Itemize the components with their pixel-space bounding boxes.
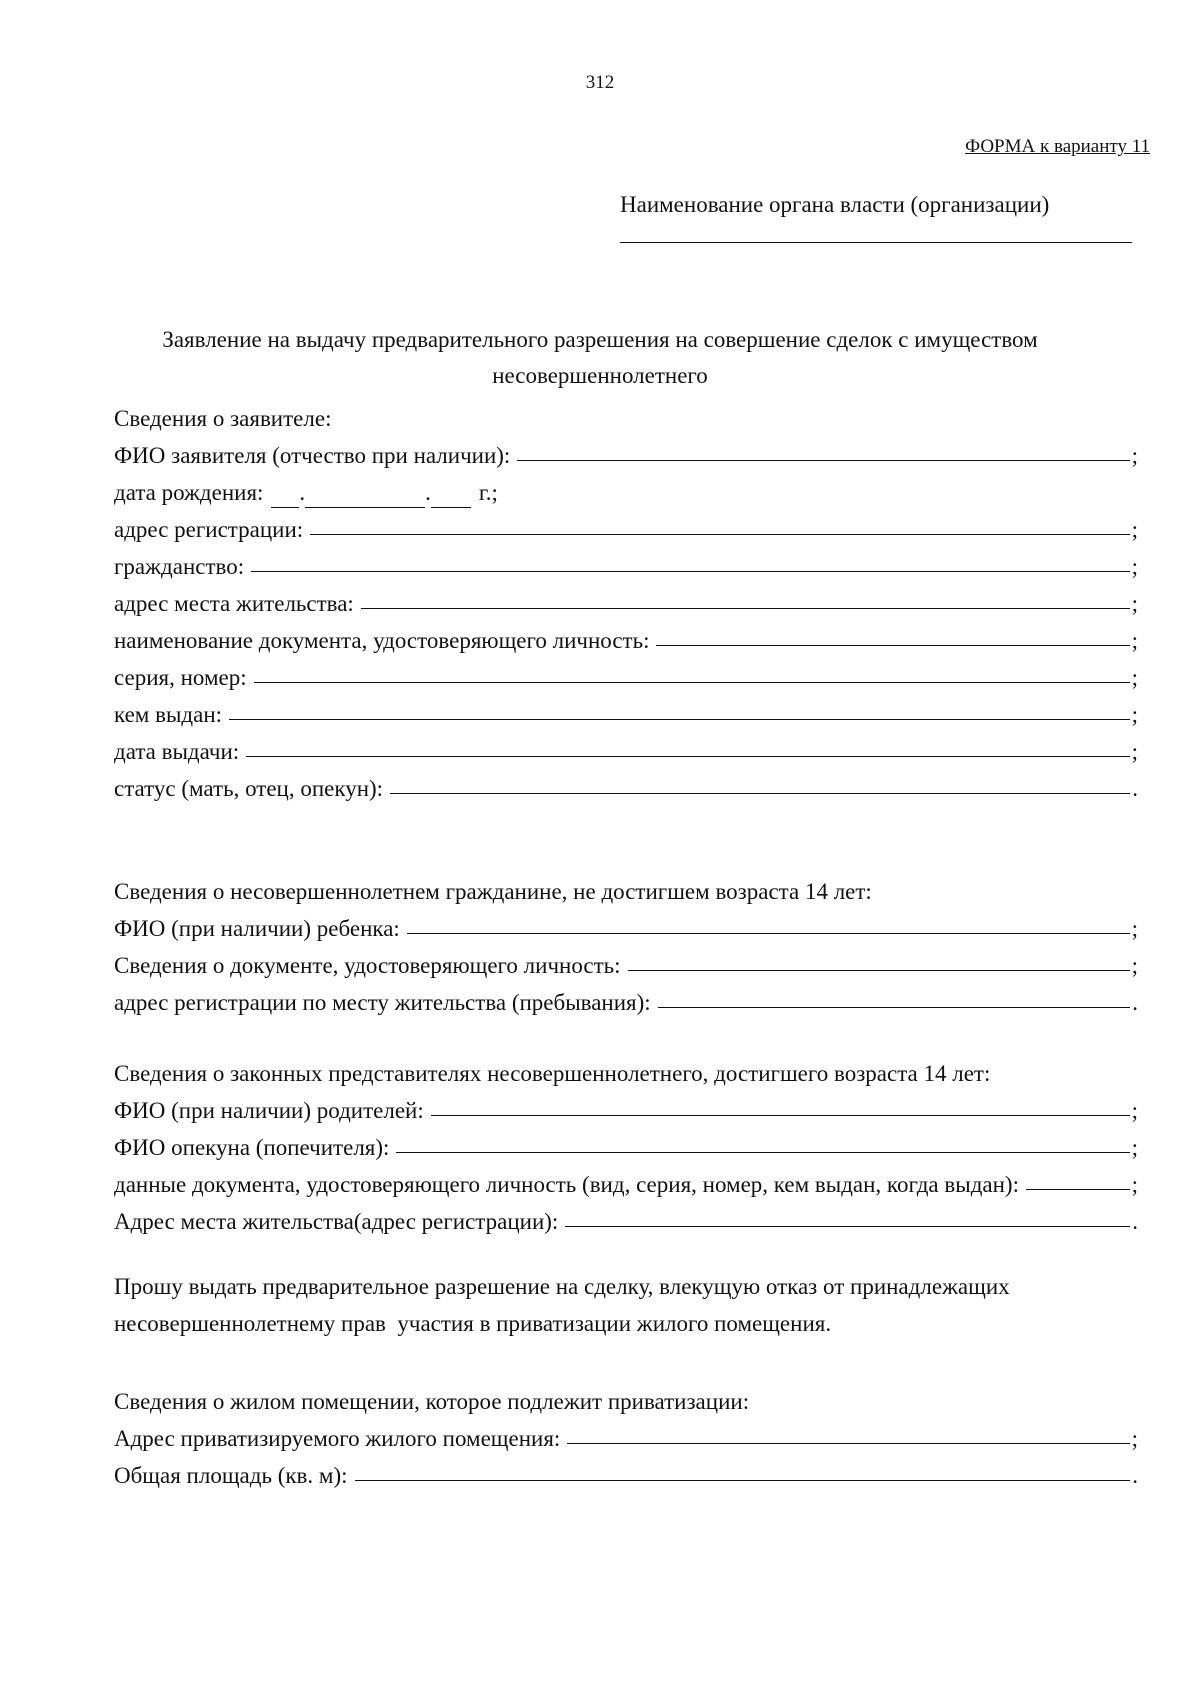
request-line-2: несовершеннолетнему прав участия в приватизации жилого помещения.: [114, 1311, 832, 1336]
child-doc-row: [114, 942, 1138, 979]
applicant-series-label: серия, номер:: [114, 665, 247, 690]
parents-fio-label: ФИО (при наличии) родителей:: [114, 1098, 424, 1123]
child-fio-field[interactable]: [407, 933, 1130, 934]
property-area-row: [114, 1452, 1138, 1489]
applicant-citizenship-row: [114, 543, 1138, 580]
rep-residence-field[interactable]: [565, 1226, 1130, 1227]
semicolon: ;: [1131, 1426, 1138, 1451]
applicant-issue-date-label: дата выдачи:: [114, 739, 240, 764]
period: .: [1132, 1463, 1138, 1488]
applicant-issue-date-field[interactable]: [246, 756, 1129, 757]
child-fio-row: [114, 905, 1138, 942]
id-doc-data-label: данные документа, удостоверяющего личность (вид, серия, номер, кем выдан, когда выдан):: [114, 1172, 1019, 1197]
semicolon: ;: [1131, 702, 1138, 727]
representatives-heading: Сведения о законных представителях несовершеннолетнего, достигшего возраста 14 лет:: [114, 1061, 991, 1086]
applicant-issued-by-row: [114, 691, 1138, 728]
applicant-dob-row: дата рождения: . . г.;: [114, 469, 1138, 506]
form-label: ФОРМА к варианту 11: [965, 136, 1150, 157]
applicant-fio-label: ФИО заявителя (отчество при наличии):: [114, 443, 511, 468]
dob-day-field[interactable]: [271, 506, 299, 508]
period: .: [1132, 1209, 1138, 1234]
applicant-fio-field[interactable]: [517, 460, 1129, 461]
semicolon: ;: [1131, 628, 1138, 653]
applicant-citizenship-label: гражданство:: [114, 554, 245, 579]
applicant-reg-address-field[interactable]: [310, 534, 1129, 535]
guardian-fio-row: [114, 1124, 1138, 1161]
id-doc-data-field[interactable]: [1026, 1189, 1130, 1190]
dob-year-field[interactable]: [431, 506, 471, 508]
request-line-1: Прошу выдать предварительное разрешение на сделку, влекущую отказ от принадлежащих: [114, 1274, 1010, 1299]
applicant-dob-label: дата рождения:: [114, 480, 264, 505]
semicolon: ;: [1131, 739, 1138, 764]
request-paragraph: [114, 1268, 1138, 1342]
applicant-status-field[interactable]: [390, 793, 1130, 794]
child-reg-address-row: [114, 979, 1138, 1016]
child-fio-label: ФИО (при наличии) ребенка:: [114, 916, 400, 941]
child-doc-field[interactable]: [628, 970, 1130, 971]
parents-fio-field[interactable]: [431, 1115, 1130, 1116]
applicant-issued-by-label: кем выдан:: [114, 702, 223, 727]
guardian-fio-label: ФИО опекуна (попечителя):: [114, 1135, 390, 1160]
applicant-heading: Сведения о заявителе:: [114, 406, 332, 431]
applicant-series-field[interactable]: [254, 682, 1130, 683]
page-number: 312: [585, 72, 615, 93]
applicant-status-row: [114, 765, 1138, 802]
semicolon: ;: [1131, 1172, 1138, 1197]
guardian-fio-field[interactable]: [396, 1152, 1129, 1153]
property-address-field[interactable]: [567, 1443, 1129, 1444]
applicant-issue-date-row: [114, 728, 1138, 765]
property-address-label: Адрес приватизируемого жилого помещения:: [114, 1426, 561, 1451]
child-doc-label: Сведения о документе, удостоверяющего личность:: [114, 953, 621, 978]
dob-year-suffix: г.;: [478, 480, 498, 505]
authority-field[interactable]: [620, 222, 1132, 243]
authority-label: Наименование органа власти (организации): [620, 192, 1050, 217]
child-reg-address-field[interactable]: [658, 1007, 1131, 1008]
applicant-id-doc-field[interactable]: [656, 645, 1129, 646]
applicant-citizenship-field[interactable]: [251, 571, 1130, 572]
semicolon: ;: [1131, 554, 1138, 579]
applicant-series-row: [114, 654, 1138, 691]
applicant-residence-label: адрес места жительства:: [114, 591, 354, 616]
applicant-residence-field[interactable]: [361, 608, 1130, 609]
applicant-reg-address-row: [114, 506, 1138, 543]
semicolon: ;: [1131, 591, 1138, 616]
period: .: [1132, 776, 1138, 801]
property-address-row: [114, 1415, 1138, 1452]
applicant-fio-row: [114, 432, 1138, 469]
property-section: [114, 1378, 1138, 1489]
semicolon: ;: [1131, 1135, 1138, 1160]
child-reg-address-label: адрес регистрации по месту жительства (пребывания):: [114, 990, 651, 1015]
semicolon: ;: [1131, 1098, 1138, 1123]
semicolon: ;: [1131, 443, 1138, 468]
minor-section: [114, 868, 1138, 1016]
dob-month-field[interactable]: [305, 506, 425, 508]
property-area-label: Общая площадь (кв. м):: [114, 1463, 348, 1488]
rep-residence-row: [114, 1198, 1138, 1235]
property-area-field[interactable]: [355, 1480, 1131, 1481]
applicant-issued-by-field[interactable]: [229, 719, 1130, 720]
applicant-id-doc-label: наименование документа, удостоверяющего личность:: [114, 628, 650, 653]
applicant-section: [114, 395, 1138, 802]
rep-residence-label: Адрес места жительства(адрес регистрации):: [114, 1209, 559, 1234]
minor-heading: Сведения о несовершеннолетнем гражданине, не достигшем возраста 14 лет:: [114, 879, 872, 904]
semicolon: ;: [1131, 953, 1138, 978]
property-heading: Сведения о жилом помещении, которое подлежит приватизации:: [114, 1389, 750, 1414]
semicolon: ;: [1131, 517, 1138, 542]
id-doc-data-row: [114, 1161, 1138, 1198]
parents-fio-row: [114, 1087, 1138, 1124]
applicant-reg-address-label: адрес регистрации:: [114, 517, 304, 542]
semicolon: ;: [1131, 665, 1138, 690]
representatives-section: [114, 1050, 1138, 1235]
period: .: [1132, 990, 1138, 1015]
applicant-id-doc-row: [114, 617, 1138, 654]
document-title: Заявление на выдачу предварительного разрешения на совершение сделок с имуществом несовершеннолетнего: [162, 327, 1038, 388]
applicant-residence-row: [114, 580, 1138, 617]
applicant-status-label: статус (мать, отец, опекун):: [114, 776, 384, 801]
authority-block: [620, 188, 1132, 243]
semicolon: ;: [1131, 916, 1138, 941]
